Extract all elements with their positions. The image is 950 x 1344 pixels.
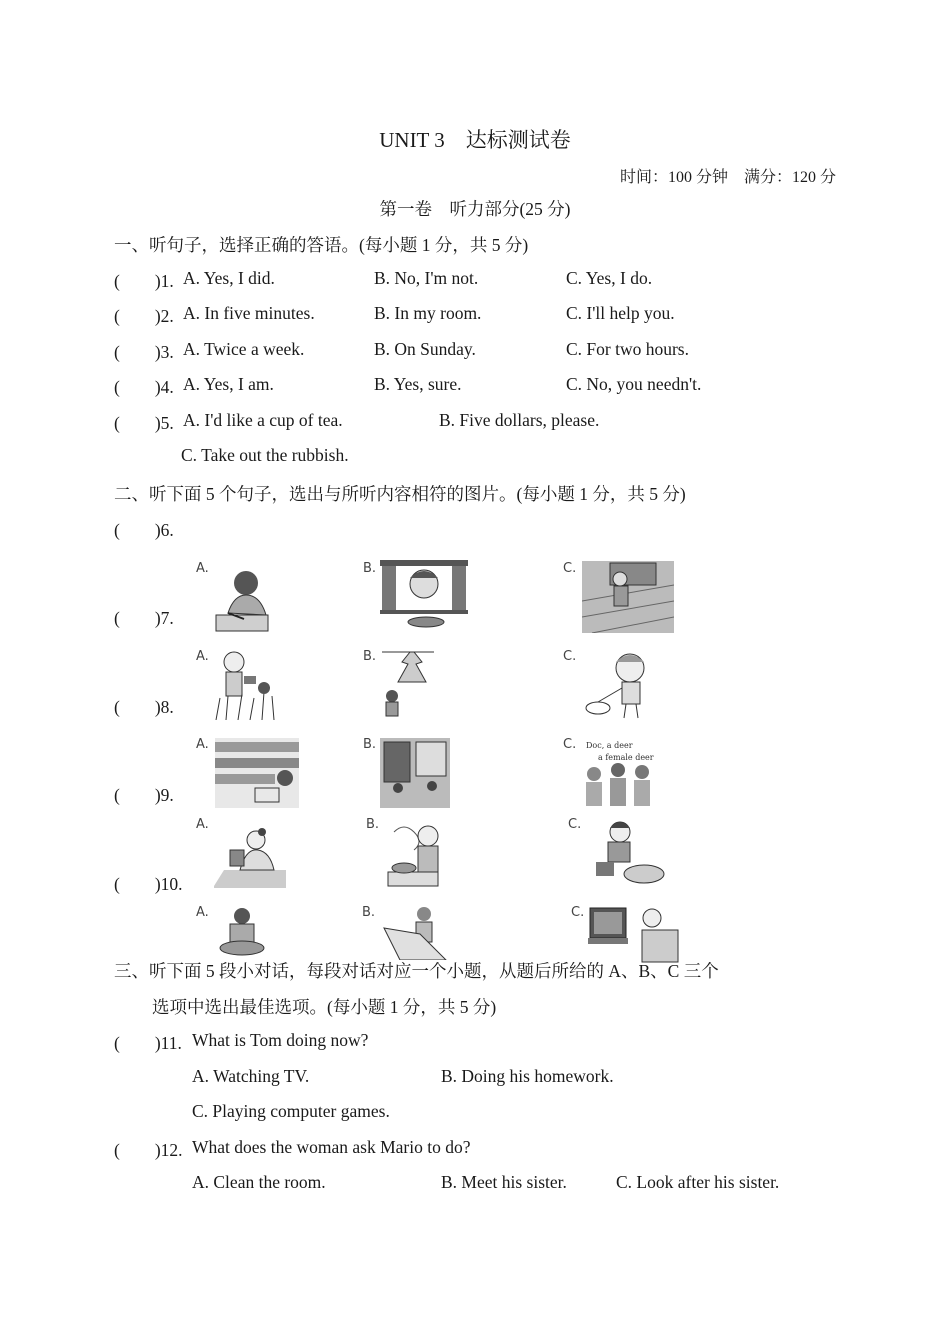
q2-number: ( )2. (114, 306, 174, 326)
q10-number: ( )10. (114, 874, 183, 894)
q10-letter-a: A. (196, 905, 209, 920)
q6-letter-b: B. (363, 561, 377, 576)
q6-number: ( )6. (114, 520, 174, 540)
q2-option-c: C. I'll help you. (566, 303, 675, 323)
section3-title-line2: 选项中选出最佳选项。(每小题 1 分，共 5 分) (152, 997, 497, 1017)
q8-letter-a: A. (196, 737, 209, 752)
q1-number: ( )1. (114, 271, 174, 291)
q12-question: What does the woman ask Mario to do? (192, 1137, 471, 1157)
q9-picture-b-cooking[interactable] (384, 822, 456, 888)
q11-question: What is Tom doing now? (192, 1030, 369, 1050)
q6-letter-a: A. (196, 561, 209, 576)
q1-option-b: B. No, I'm not. (374, 268, 479, 288)
q11-option-b: B. Doing his homework. (441, 1066, 614, 1086)
q3-option-b: B. On Sunday. (374, 339, 476, 359)
q11-number: ( )11. (114, 1033, 182, 1053)
q2-option-b: B. In my room. (374, 303, 482, 323)
q8-picture-a-supermarket[interactable] (215, 738, 299, 808)
q10-picture-b-making-bed[interactable] (380, 904, 460, 960)
q8-letter-b: B. (363, 737, 377, 752)
q6-picture-b-eating[interactable] (380, 560, 468, 632)
q4-option-c: C. No, you needn't. (566, 374, 702, 394)
q4-option-a: A. Yes, I am. (183, 374, 274, 394)
caption-female-deer: a female deer (598, 753, 654, 762)
q8-letter-c: C. (563, 737, 577, 752)
q7-letter-a: A. (196, 649, 209, 664)
q6-picture-c-room[interactable] (582, 561, 674, 633)
q8-picture-b-street[interactable] (380, 738, 450, 808)
volume-title: 第一卷 听力部分(25 分) (379, 199, 571, 219)
q1-option-c: C. Yes, I do. (566, 268, 653, 288)
q10-letter-c: C. (571, 905, 585, 920)
q9-letter-a: A. (196, 817, 209, 832)
q9-picture-a-reading[interactable] (214, 826, 286, 888)
q3-number: ( )3. (114, 342, 174, 362)
q5-number: ( )5. (114, 413, 174, 433)
section3-title-line1: 三、听下面 5 段小对话，每段对话对应一个小题，从题后所给的 A、B、C 三个 (114, 961, 719, 981)
q5-option-a: A. I'd like a cup of tea. (183, 410, 343, 430)
q8-number: ( )8. (114, 697, 174, 717)
exam-meta: 时间：100 分钟 满分：120 分 (619, 169, 836, 186)
q9-number: ( )9. (114, 785, 174, 805)
q2-option-a: A. In five minutes. (183, 303, 315, 323)
q11-option-a: A. Watching TV. (192, 1066, 310, 1086)
q9-letter-b: B. (366, 817, 380, 832)
page-title: UNIT 3 达标测试卷 (379, 128, 571, 152)
q5-option-c: C. Take out the rubbish. (181, 445, 349, 465)
q12-option-c: C. Look after his sister. (616, 1172, 780, 1192)
q7-picture-c-walking-dog[interactable] (584, 648, 660, 720)
q4-number: ( )4. (114, 377, 174, 397)
q7-picture-b-dress[interactable] (380, 650, 436, 718)
q8-picture-c-singing[interactable] (580, 738, 660, 808)
q12-number: ( )12. (114, 1140, 183, 1160)
q12-option-a: A. Clean the room. (192, 1172, 326, 1192)
q3-option-a: A. Twice a week. (183, 339, 305, 359)
caption-doc-a-deer: Doc, a deer (586, 741, 633, 750)
q10-picture-a-plate[interactable] (216, 906, 268, 958)
q5-option-b: B. Five dollars, please. (439, 410, 600, 430)
q3-option-c: C. For two hours. (566, 339, 689, 359)
q6-picture-a-writing[interactable] (214, 563, 270, 633)
q9-picture-c-washing[interactable] (594, 818, 666, 888)
q6-letter-c: C. (563, 561, 577, 576)
q4-option-b: B. Yes, sure. (374, 374, 462, 394)
q7-letter-b: B. (363, 649, 377, 664)
q9-letter-c: C. (568, 817, 582, 832)
q7-picture-a-watering[interactable] (214, 648, 280, 720)
q10-picture-c-tv[interactable] (588, 904, 684, 964)
q12-option-b: B. Meet his sister. (441, 1172, 567, 1192)
q7-letter-c: C. (563, 649, 577, 664)
q7-number: ( )7. (114, 608, 174, 628)
section2-title: 二、听下面 5 个句子，选出与所听内容相符的图片。(每小题 1 分，共 5 分) (114, 484, 686, 504)
q10-letter-b: B. (362, 905, 376, 920)
q11-option-c: C. Playing computer games. (192, 1101, 390, 1121)
q1-option-a: A. Yes, I did. (183, 268, 275, 288)
section1-title: 一、听句子，选择正确的答语。(每小题 1 分，共 5 分) (114, 235, 529, 255)
